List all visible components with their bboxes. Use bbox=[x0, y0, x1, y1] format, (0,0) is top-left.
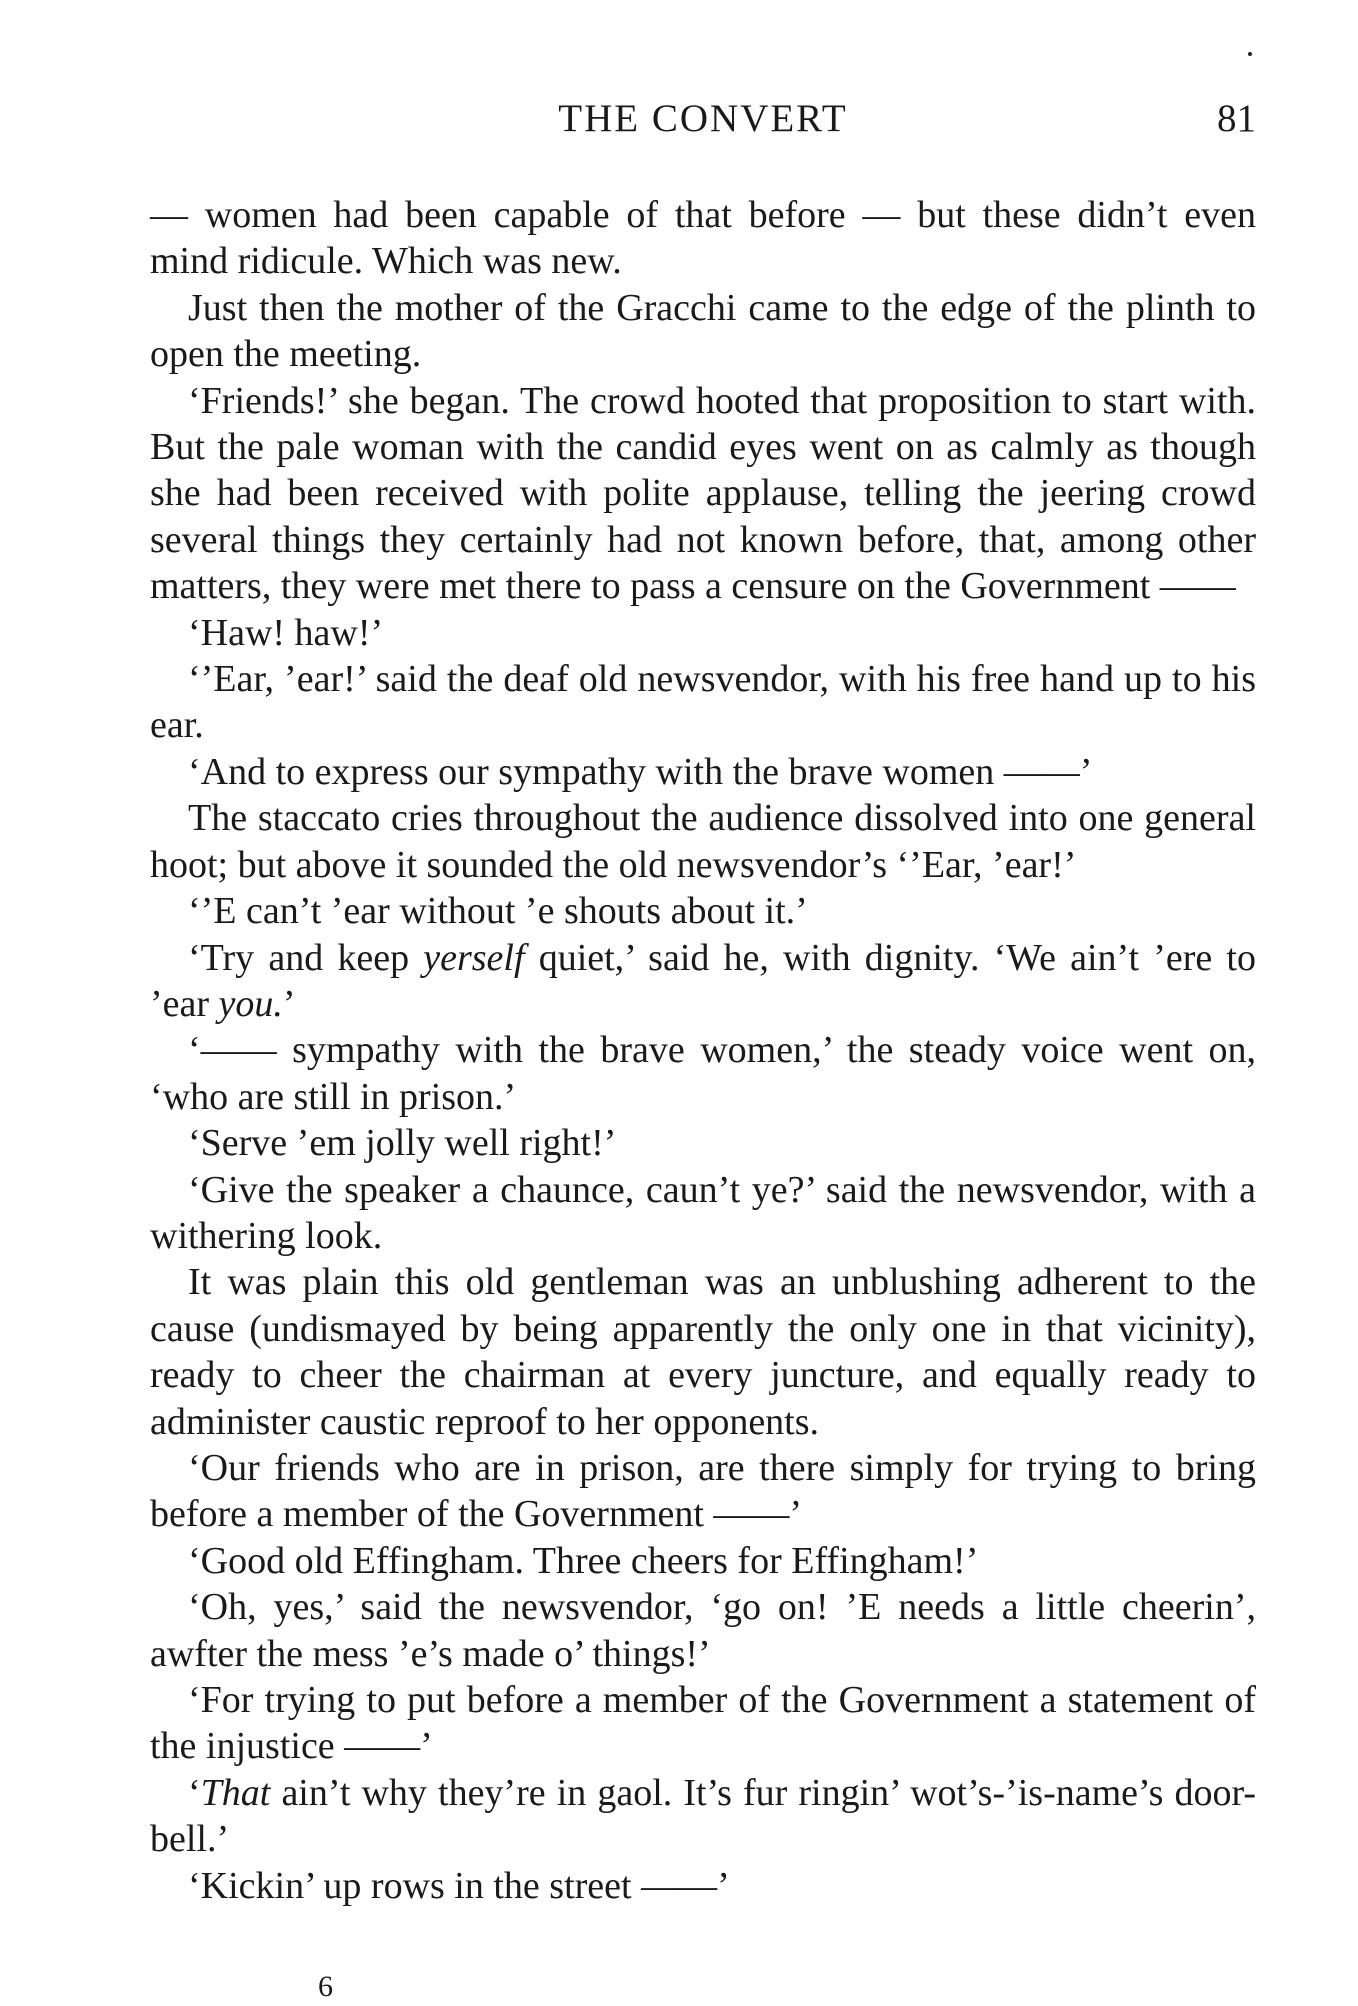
paragraph bbox=[150, 1770, 1256, 1863]
paragraph bbox=[150, 192, 1256, 285]
text-segment: It was plain this old gentleman was an unblushing adherent to the cause (undismayed by being apparently the only one in that vicinity), ready to cheer the chairman at every juncture, and equally ready to administer caustic reproof to her opponents. bbox=[150, 1261, 1256, 1443]
body-text bbox=[150, 192, 1256, 1909]
paragraph bbox=[150, 1584, 1256, 1677]
text-segment: ‘’Ear, ’ear!’ said the deaf old newsvendor, with his free hand up to his ear. bbox=[150, 658, 1256, 747]
paragraph bbox=[150, 1445, 1256, 1538]
text-segment: ‘Serve ’em jolly well right!’ bbox=[188, 1122, 617, 1165]
paragraph bbox=[150, 1259, 1256, 1445]
text-segment: ain’t why they’re in gaol. It’s fur ringin’ wot’s-’is-name’s door-bell.’ bbox=[150, 1771, 1256, 1861]
italic-segment: yerself bbox=[423, 936, 525, 979]
italic-segment: you. bbox=[218, 982, 283, 1025]
text-segment: ‘Haw! haw!’ bbox=[188, 611, 384, 654]
text-segment: ‘Friends!’ she began. The crowd hooted that proposition to start with. But the pale woman with the candid eyes went on as calmly as though she had been received with polite applause, telling the jeering crowd several things they certainly had not known before, that, among other matters, they were met there to pass a censure on the Government —— bbox=[150, 379, 1256, 608]
text-segment: ‘And to express our sympathy with the brave women ——’ bbox=[188, 750, 1093, 793]
paragraph bbox=[150, 1538, 1256, 1584]
text-segment: ’ bbox=[282, 982, 296, 1025]
paragraph bbox=[150, 749, 1256, 795]
ink-speck bbox=[1248, 52, 1252, 56]
signature-mark: 6 bbox=[318, 1970, 333, 2003]
paragraph bbox=[150, 935, 1256, 1028]
paragraph bbox=[150, 1677, 1256, 1770]
paragraph bbox=[150, 285, 1256, 378]
text-segment: Just then the mother of the Gracchi came to the edge of the plinth to open the meeting. bbox=[150, 286, 1256, 376]
paragraph bbox=[150, 1120, 1256, 1166]
text-segment: ‘—— sympathy with the brave women,’ the steady voice went on, ‘who are still in prison.’ bbox=[150, 1029, 1256, 1118]
paragraph bbox=[150, 1167, 1256, 1260]
text-segment: ‘’E can’t ’ear without ’e shouts about it.’ bbox=[188, 890, 808, 933]
paragraph bbox=[150, 656, 1256, 749]
text-segment: ‘Try and keep bbox=[188, 936, 424, 979]
text-segment: ‘Kickin’ up rows in the street ——’ bbox=[188, 1864, 730, 1907]
text-segment: ‘Oh, yes,’ said the newsvendor, ‘go on! ’E needs a little cheerin’, awfter the mess ’e’s made o’ things!’ bbox=[150, 1586, 1256, 1675]
text-segment: ‘Give the speaker a chaunce, caun’t ye?’ said the newsvendor, with a withering look. bbox=[150, 1168, 1256, 1257]
paragraph bbox=[150, 795, 1256, 888]
paragraph bbox=[150, 378, 1256, 610]
text-segment: ‘For trying to put before a member of the Government a statement of the injustice ——’ bbox=[150, 1679, 1256, 1768]
italic-segment: That bbox=[200, 1771, 271, 1814]
text-segment: quiet,’ said he, with dignity. ‘We ain’t ’ere to ’ear bbox=[150, 936, 1256, 1025]
page-number: 81 bbox=[1217, 97, 1256, 140]
paragraph bbox=[150, 1863, 1256, 1909]
paragraph bbox=[150, 1027, 1256, 1120]
text-segment: ‘ bbox=[188, 1771, 201, 1814]
text-segment: ‘Our friends who are in prison, are there simply for trying to bring before a member of the Government ——’ bbox=[150, 1446, 1256, 1536]
text-segment: — women had been capable of that before — but these didn’t even mind ridicule. Which was new. bbox=[150, 194, 1256, 283]
page-header bbox=[150, 96, 1256, 144]
paragraph bbox=[150, 610, 1256, 656]
running-title: THE CONVERT bbox=[558, 97, 848, 140]
text-segment: The staccato cries throughout the audience dissolved into one general hoot; but above it sounded the old newsvendor’s ‘’Ear, ’ear!’ bbox=[150, 797, 1256, 886]
text-segment: ‘Good old Effingham. Three cheers for Effingham!’ bbox=[188, 1539, 979, 1582]
paragraph bbox=[150, 888, 1256, 934]
